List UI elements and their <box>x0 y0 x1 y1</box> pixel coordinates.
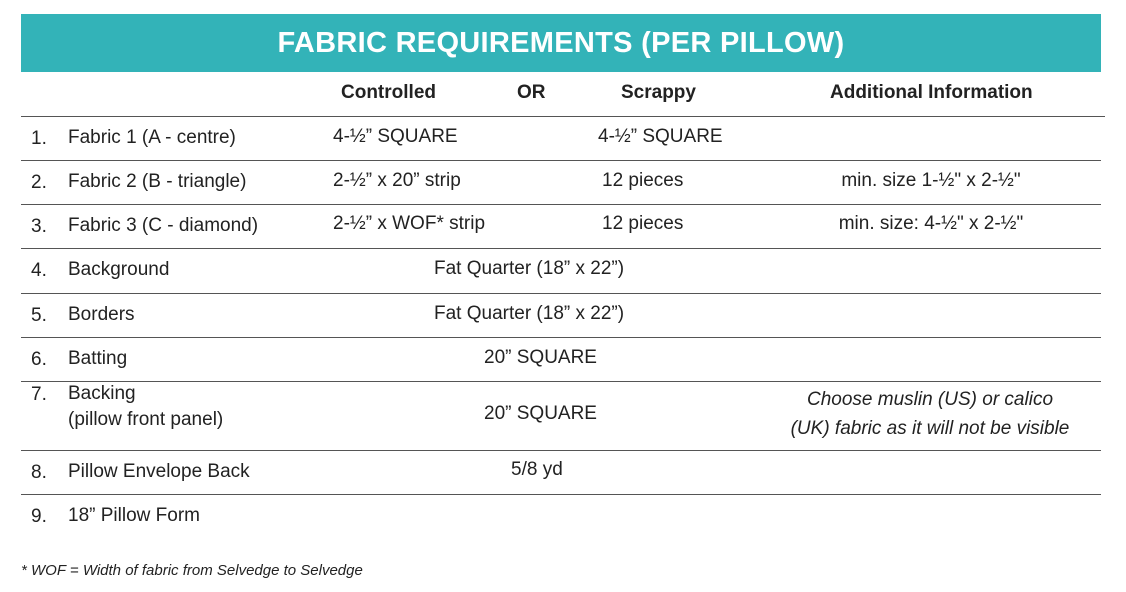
row-number: 5. <box>31 305 47 326</box>
row-divider <box>21 160 1101 161</box>
row-controlled: 2-½” x 20” strip <box>333 170 461 191</box>
row-additional-info-line1: Choose muslin (US) or calico <box>806 389 1054 410</box>
row-additional-info: min. size: 4-½" x 2-½" <box>838 213 1024 234</box>
row-fabric-name: Fabric 3 (C - diamond) <box>68 215 259 236</box>
row-fabric-name: Batting <box>68 348 128 369</box>
row-divider <box>21 381 1101 382</box>
row-fabric-name-line2: (pillow front panel) <box>68 409 224 430</box>
row-divider <box>21 116 1105 117</box>
row-combined-amount: Fat Quarter (18” x 22”) <box>434 303 625 324</box>
row-scrappy: 12 pieces <box>602 170 684 191</box>
row-number: 1. <box>31 128 47 149</box>
header-additional-info: Additional Information <box>830 82 1033 103</box>
table-title-banner <box>21 14 1101 72</box>
row-number: 2. <box>31 172 47 193</box>
row-combined-amount: 20” SQUARE <box>484 347 597 368</box>
row-additional-info: min. size 1-½" x 2-½" <box>841 170 1021 191</box>
row-fabric-name: Borders <box>68 304 135 325</box>
row-divider <box>21 337 1101 338</box>
row-additional-info-line2: (UK) fabric as it will not be visible <box>790 418 1070 439</box>
row-number: 9. <box>31 506 47 527</box>
row-scrappy: 4-½” SQUARE <box>598 126 723 147</box>
row-divider <box>21 450 1101 451</box>
row-fabric-name: Pillow Envelope Back <box>68 461 250 482</box>
row-number: 8. <box>31 462 47 483</box>
row-divider <box>21 494 1101 495</box>
row-number: 3. <box>31 216 47 237</box>
row-number: 6. <box>31 349 47 370</box>
row-fabric-name-line1: Backing <box>68 383 136 404</box>
row-controlled: 4-½” SQUARE <box>333 126 458 147</box>
table-title: FABRIC REQUIREMENTS (PER PILLOW) <box>277 26 845 59</box>
row-combined-amount: 20” SQUARE <box>484 403 597 424</box>
header-controlled: Controlled <box>341 82 436 103</box>
header-or: OR <box>517 82 546 103</box>
row-number: 4. <box>31 260 47 281</box>
row-divider <box>21 293 1101 294</box>
footnote: * WOF = Width of fabric from Selvedge to Selvedge <box>21 562 363 579</box>
row-fabric-name: Fabric 2 (B - triangle) <box>68 171 247 192</box>
row-number: 7. <box>31 384 47 405</box>
row-combined-amount: Fat Quarter (18” x 22”) <box>434 258 625 279</box>
header-scrappy: Scrappy <box>621 82 696 103</box>
row-scrappy: 12 pieces <box>602 213 684 234</box>
row-divider <box>21 204 1101 205</box>
row-divider <box>21 248 1101 249</box>
row-combined-amount: 5/8 yd <box>511 459 563 480</box>
row-fabric-name: Background <box>68 259 170 280</box>
row-fabric-name: 18” Pillow Form <box>68 505 200 526</box>
row-fabric-name: Fabric 1 (A - centre) <box>68 127 236 148</box>
row-controlled: 2-½” x WOF* strip <box>333 213 486 234</box>
